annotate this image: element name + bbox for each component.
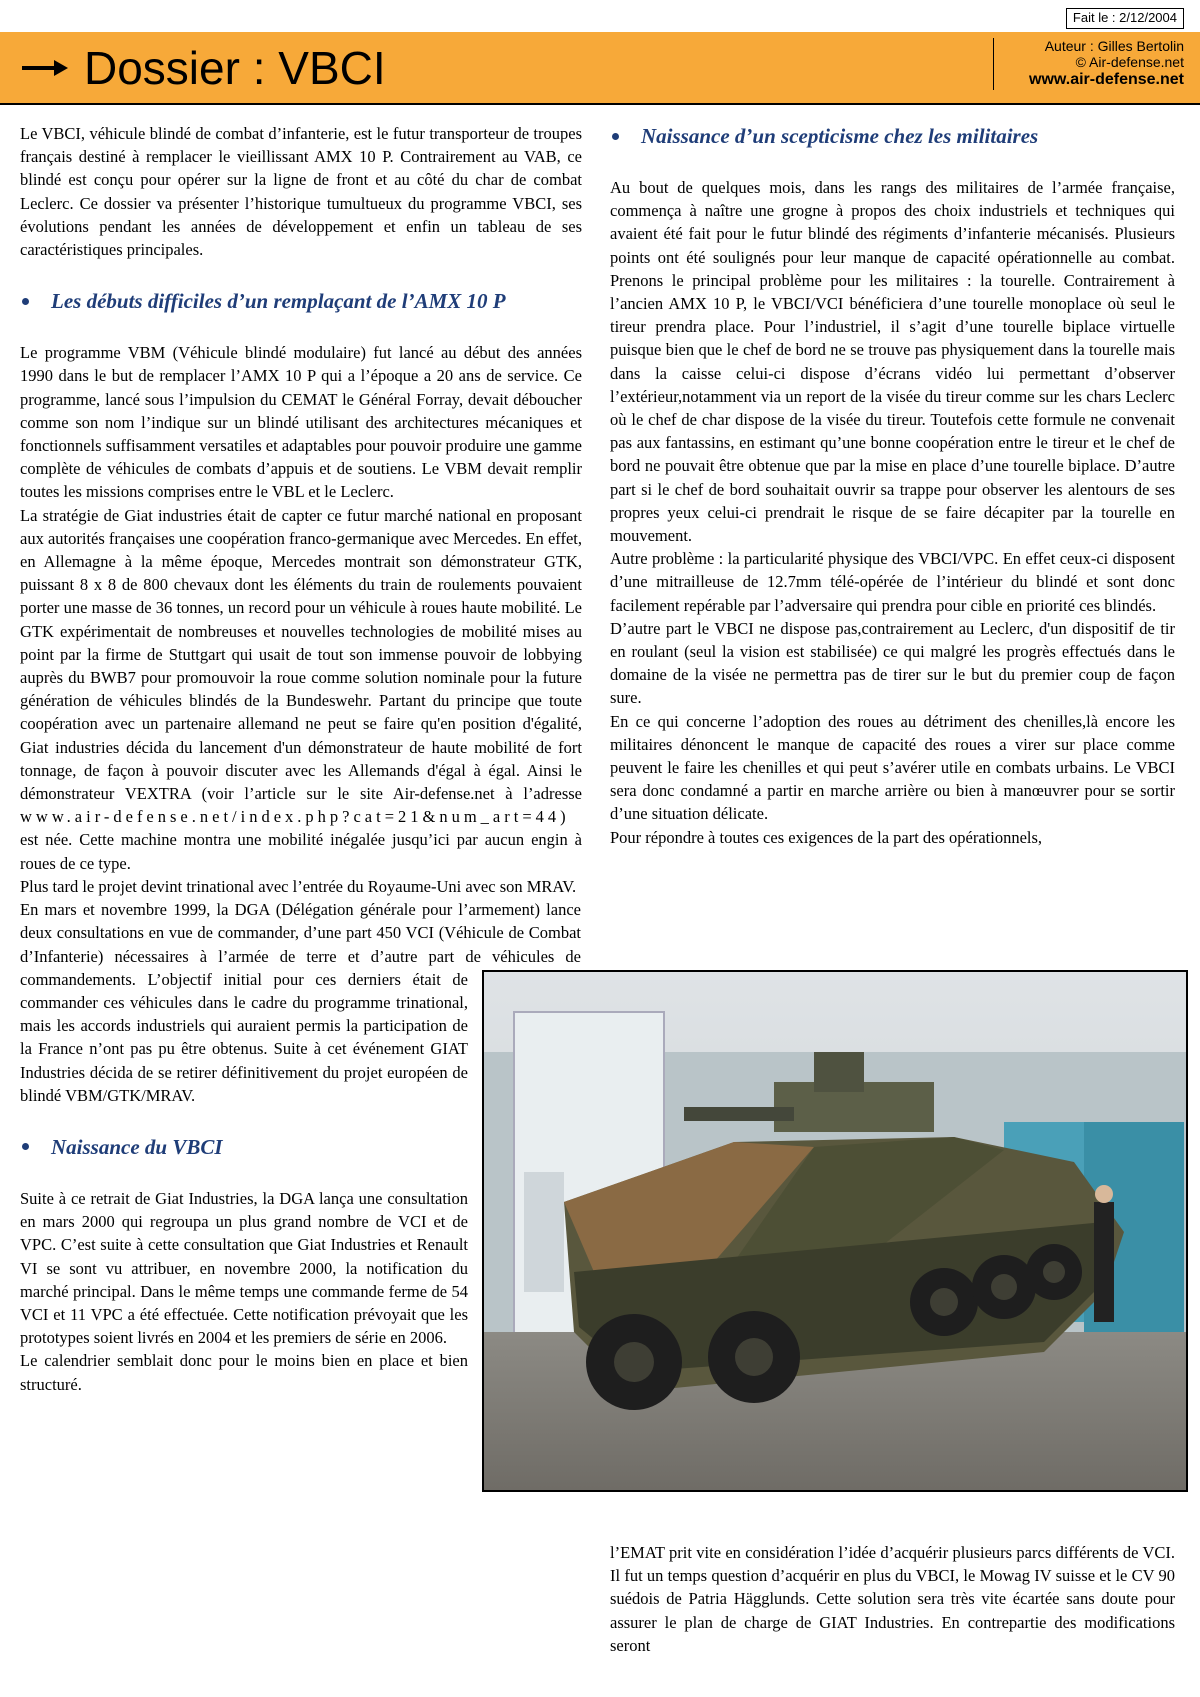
section-heading-debuts [20, 287, 582, 315]
copyright: © Air-defense.net [1075, 54, 1184, 70]
author-name: Auteur : Gilles Bertolin [1044, 38, 1184, 54]
arrow-right-icon [20, 58, 70, 78]
date-label: Fait le : 2/12/2004 [1066, 8, 1184, 29]
section-heading-text: Naissance d’un scepticisme chez les militaires [641, 124, 1039, 148]
article-link[interactable]: www.air-defense.net/index.php?cat=21&num_art=44) [20, 807, 570, 827]
paragraph-roues: En ce qui concerne l’adoption des roues au détriment des chenilles,là encore les militaires dénoncent le manque de capacité des roues a virer sur place comme peuvent le faire les chenilles et qui peut s’avérer utile en combats urbains. Le VBCI sera donc condamné a partir en marche arrière ou bien à manœuvrer pour se sortir d’une situation délicate. [610, 711, 1175, 824]
paragraph-grogne: Au bout de quelques mois, dans les rangs des militaires de l’armée française, commença à naître une grogne à propos des choix industriels et techniques qui avaient été fait pour le futur blindé des régiments d’infanterie mécanisés. Plusieurs points ont été soulignés pour leur manque de capacité opérationnelle au combat. Prenons le principal problème pour les militaires : la tourelle. Contrairement à l’ancien AMX 10 P, le VBCI/VCI bénéficiera d’une tourelle monoplace où seul le tireur prendra place. Pour l’industriel, il s’agit d’une tourelle biplace virtuelle puisque bien que le chef de bord ne se trouve pas physiquement dans la tourelle mais dans la caisse celui-ci dispose d’écrans vidéo lui permettant d’observer l’extérieur,notamment via un report de la visée du tireur comme sur les chars Leclerc où le chef de char dispose de la visée du tireur. Toutefois cette formule ne convenait pas aux fantassins, en estimant qu’une bonne coopération entre le tireur et le chef de bord ne pouvait être obtenue que par la mise en place d’une tourelle biplace. D’autre part si le chef de bord souhaitait ouvrir sa trappe pour observer les alentours de ses propres yeux celui-ci prendrait le risque de se faire décapiter par la tourelle en mouvement. [610, 178, 1175, 546]
page-title [20, 42, 386, 94]
bullet-icon [22, 298, 29, 305]
paragraph-mitrailleuse: Autre problème : la particularité physique des VBCI/VPC. En effet ceux-ci disposent d’une mitrailleuse de 12.7mm télé-opérée de l’intérieur du blindé et sont donc facilement repérable par l’adversaire qui prendra pour cible en priorité ces blindés. [610, 549, 1175, 615]
bullet-icon [612, 133, 619, 140]
vbci-photo [482, 970, 1188, 1492]
section-heading-text: Naissance du VBCI [51, 1134, 223, 1159]
paragraph-text: est née. Cette machine montra une mobilité inégalée jusqu’ici par aucun engin à roues de ce type. [20, 830, 582, 873]
paragraph-emat: l’EMAT prit vite en considération l’idée d’acquérir plusieurs parcs différents de VCI. Il fut un temps question d’acquérir en plus du VBCI, le Mowag IV suisse et le CV 90 suédois de Patria Hägglunds. Cette solution sera très vite écartée sans doute pour assurer le plan de charge de GIAT Industries. En contrepartie des modifications seront [610, 1543, 1175, 1655]
author-block [993, 38, 1184, 90]
right-column [610, 122, 1175, 849]
paragraph-calendrier: Le calendrier semblait donc pour le moins bien en place et bien structuré. [20, 1351, 468, 1394]
paragraph-giat-strategy [20, 504, 582, 875]
page-title-text: Dossier : VBCI [84, 42, 386, 94]
section-heading-text: Les débuts difficiles d’un remplaçant de l’AMX 10 P [51, 289, 506, 314]
site-link[interactable]: www.air-defense.net [1029, 71, 1184, 88]
paragraph-trinational: Plus tard le projet devint trinational avec l’entrée du Royaume-Uni avec son MRAV. [20, 876, 577, 896]
paragraph-dga-2000: Suite à ce retrait de Giat Industries, la DGA lança une consultation en mars 2000 qui regroupa un plus grand nombre de VCI et de VPC. C’est suite à cette consultation que Giat Industries et Renault VI se sont vu attribuer, en novembre 2000, la notification du marché principal. Dans le même temps une commande ferme de 54 VCI et 11 VPC a été effectuée. Cette notification prévoyait que les prototypes soient livrés en 2004 et les premiers de série en 2006. [20, 1188, 468, 1348]
right-column-continued [610, 1541, 1175, 1657]
intro-paragraph: Le VBCI, véhicule blindé de combat d’infanterie, est le futur transporteur de troupes français destiné à remplacer le vieillissant AMX 10 P. Contrairement au VAB, ce blindé est conçu pour opérer sur la ligne de front et au côté du char de combat Leclerc. Ce dossier va présenter l’historique tumultueux du programme VBCI, ses évolutions pendant les années de développement et enfin un tableau de ses caractéristiques principales. [20, 124, 582, 260]
paragraph-tir-roulant: D’autre part le VBCI ne dispose pas,contrairement au Leclerc, d'un dispositif de tir en roulant (seul la vision est stabilisée) ce qui malgré les progrès effectués dans le domaine de la visée ne permettra pas de tirer sur le but du premier coup de façon sure. [610, 618, 1175, 708]
paragraph-vbm: Le programme VBM (Véhicule blindé modulaire) fut lancé au début des années 1990 dans le but de remplacer l’AMX 10 P qui a l’époque a 20 ans de service. Ce programme, lancé sous l’impulsion du CEMAT le Général Forray, devait déboucher comme son nom l’indique sur un blindé utilisant des architectures mécaniques et fonctionnels suffisamment versatiles et adaptables pour pouvoir produire une gamme complète de véhicules de combats d’appuis et de soutiens. Le VBM devait remplir toutes les missions comprises entre le VBL et le Leclerc. [20, 343, 582, 502]
paragraph-exigences: Pour répondre à toutes ces exigences de la part des opérationnels, [610, 827, 1043, 847]
bullet-icon [22, 1143, 29, 1150]
header-banner [0, 32, 1200, 105]
section-heading-scepticisme [610, 122, 1175, 150]
section-heading-naissance-vbci [20, 1133, 468, 1161]
paragraph-dga-1999: En mars et novembre 1999, la DGA (Délégation générale pour l’armement) lance deux consultations en vue de commander, d’une part 450 VCI (Véhicule de Combat d’Infanterie) nécessaires à l’armée de terre et d’autre part de véhicules de commandements. L’objectif initial pour ces derniers était de commander ces véhicules dans le cadre du programme trinational, mais les accords industriels qui auraient permis la participation de la France n’ont pas pu être obtenus. Suite à cet événement GIAT Industries décida de se retirer définitivement du projet européen de blindé VBM/GTK/MRAV. [20, 900, 581, 1105]
paragraph-text: La stratégie de Giat industries était de capter ce futur marché national en proposant aux autorités françaises une coopération franco-germanique avec Mercedes. En effet, en Allemagne à la même époque, Mercedes montrait son démonstrateur GTK, puissant 8 x 8 de 800 chevaux dont les éléments du train de roulements pouvaient porter une masse de 36 tonnes, un record pour un véhicule à roues haute mobilité. Le GTK expérimentait de nombreuses et nouvelles technologies de mobilité mises au point par la firme de Stuttgart qui usait de tout son immense pouvoir de lobbying auprès du BWB7 pour promouvoir la roue comme solution nominale pour la future génération de véhicules blindés de la Bundeswehr. Partant du principe que toute coopération avec un partenaire allemand ne peut se faire qu'en position d'égalité, Giat industries décida du lancement d'un démonstrateur de haute mobilité de fort tonnage, de façon à pouvoir discuter avec les Allemands d'égal à égal. Ainsi le démonstrateur VEXTRA (voir l’article sur le site Air-defense.net à l’adresse [20, 505, 582, 804]
